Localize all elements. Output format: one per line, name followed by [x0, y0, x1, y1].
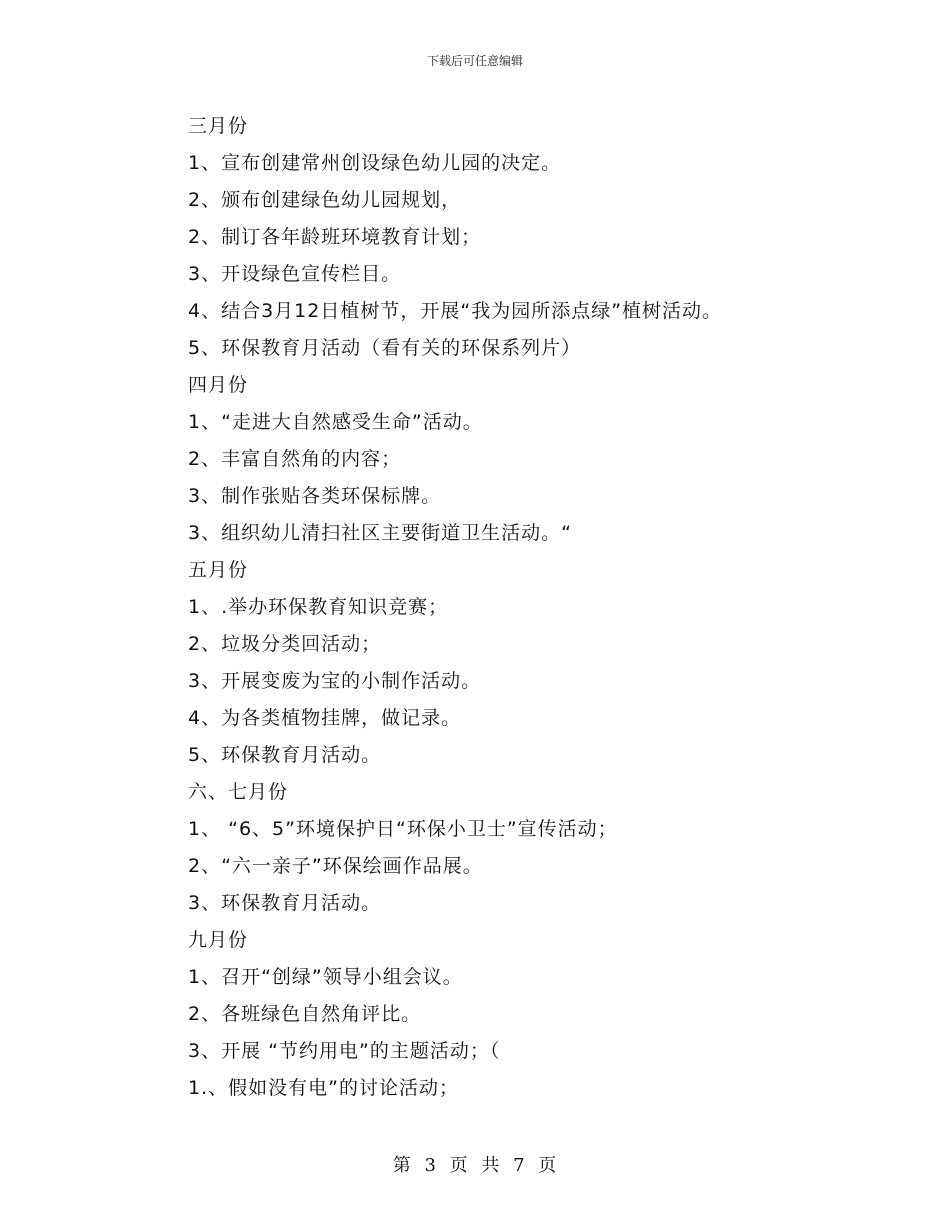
text-line: 1、召开“创绿”领导小组会议。	[188, 966, 463, 988]
text-line: 3、环保教育月活动。	[188, 892, 382, 914]
section-heading-june-july: 六、七月份	[188, 781, 289, 803]
page-header: 下载后可任意编辑	[426, 54, 523, 68]
text-line: 3、制作张贴各类环保标牌。	[188, 485, 442, 507]
text-line: 3、开展 “节约用电”的主题活动；（	[188, 1040, 501, 1062]
text-line: 5、环保教育月活动（看有关的环保系列片）	[188, 337, 582, 359]
text-line: 1.、假如没有电”的讨论活动；	[188, 1077, 459, 1099]
text-line: 4、为各类植物挂牌，做记录。	[188, 707, 462, 729]
text-line: 1、“走进大自然感受生命”活动。	[188, 411, 483, 433]
text-line: 2、各班绿色自然角评比。	[188, 1003, 422, 1025]
section-heading-march: 三月份	[188, 115, 249, 137]
text-line: 3、开设绿色宣传栏目。	[188, 263, 402, 285]
text-line: 1、.举办环保教育知识竞赛；	[188, 596, 449, 618]
text-line: 2、垃圾分类回活动；	[188, 633, 382, 655]
section-heading-april: 四月份	[188, 374, 249, 396]
text-line: 2、颁布创建绿色幼儿园规划，	[188, 189, 462, 211]
text-line: 3、组织幼儿清扫社区主要街道卫生活动。“	[188, 522, 572, 544]
text-line: 2、丰富自然角的内容；	[188, 448, 402, 470]
text-line: 1、宣布创建常州创设绿色幼儿园的决定。	[188, 152, 562, 174]
text-line: 5、环保教育月活动。	[188, 744, 382, 766]
section-heading-may: 五月份	[188, 559, 249, 581]
document-body	[188, 108, 888, 1107]
text-line: 2、制订各年龄班环境教育计划；	[188, 226, 482, 248]
page-number-footer: 第 3 页 共 7 页	[392, 1155, 558, 1176]
section-heading-september: 九月份	[188, 929, 249, 951]
text-line: 2、“六一亲子”环保绘画作品展。	[188, 855, 483, 877]
text-line: 4、结合3月12日植树节，开展“我为园所添点绿”植树活动。	[188, 300, 723, 322]
text-line: 3、开展变废为宝的小制作活动。	[188, 670, 482, 692]
text-line: 1、 “6、5”环境保护日“环保小卫士”宣传活动；	[188, 818, 618, 840]
